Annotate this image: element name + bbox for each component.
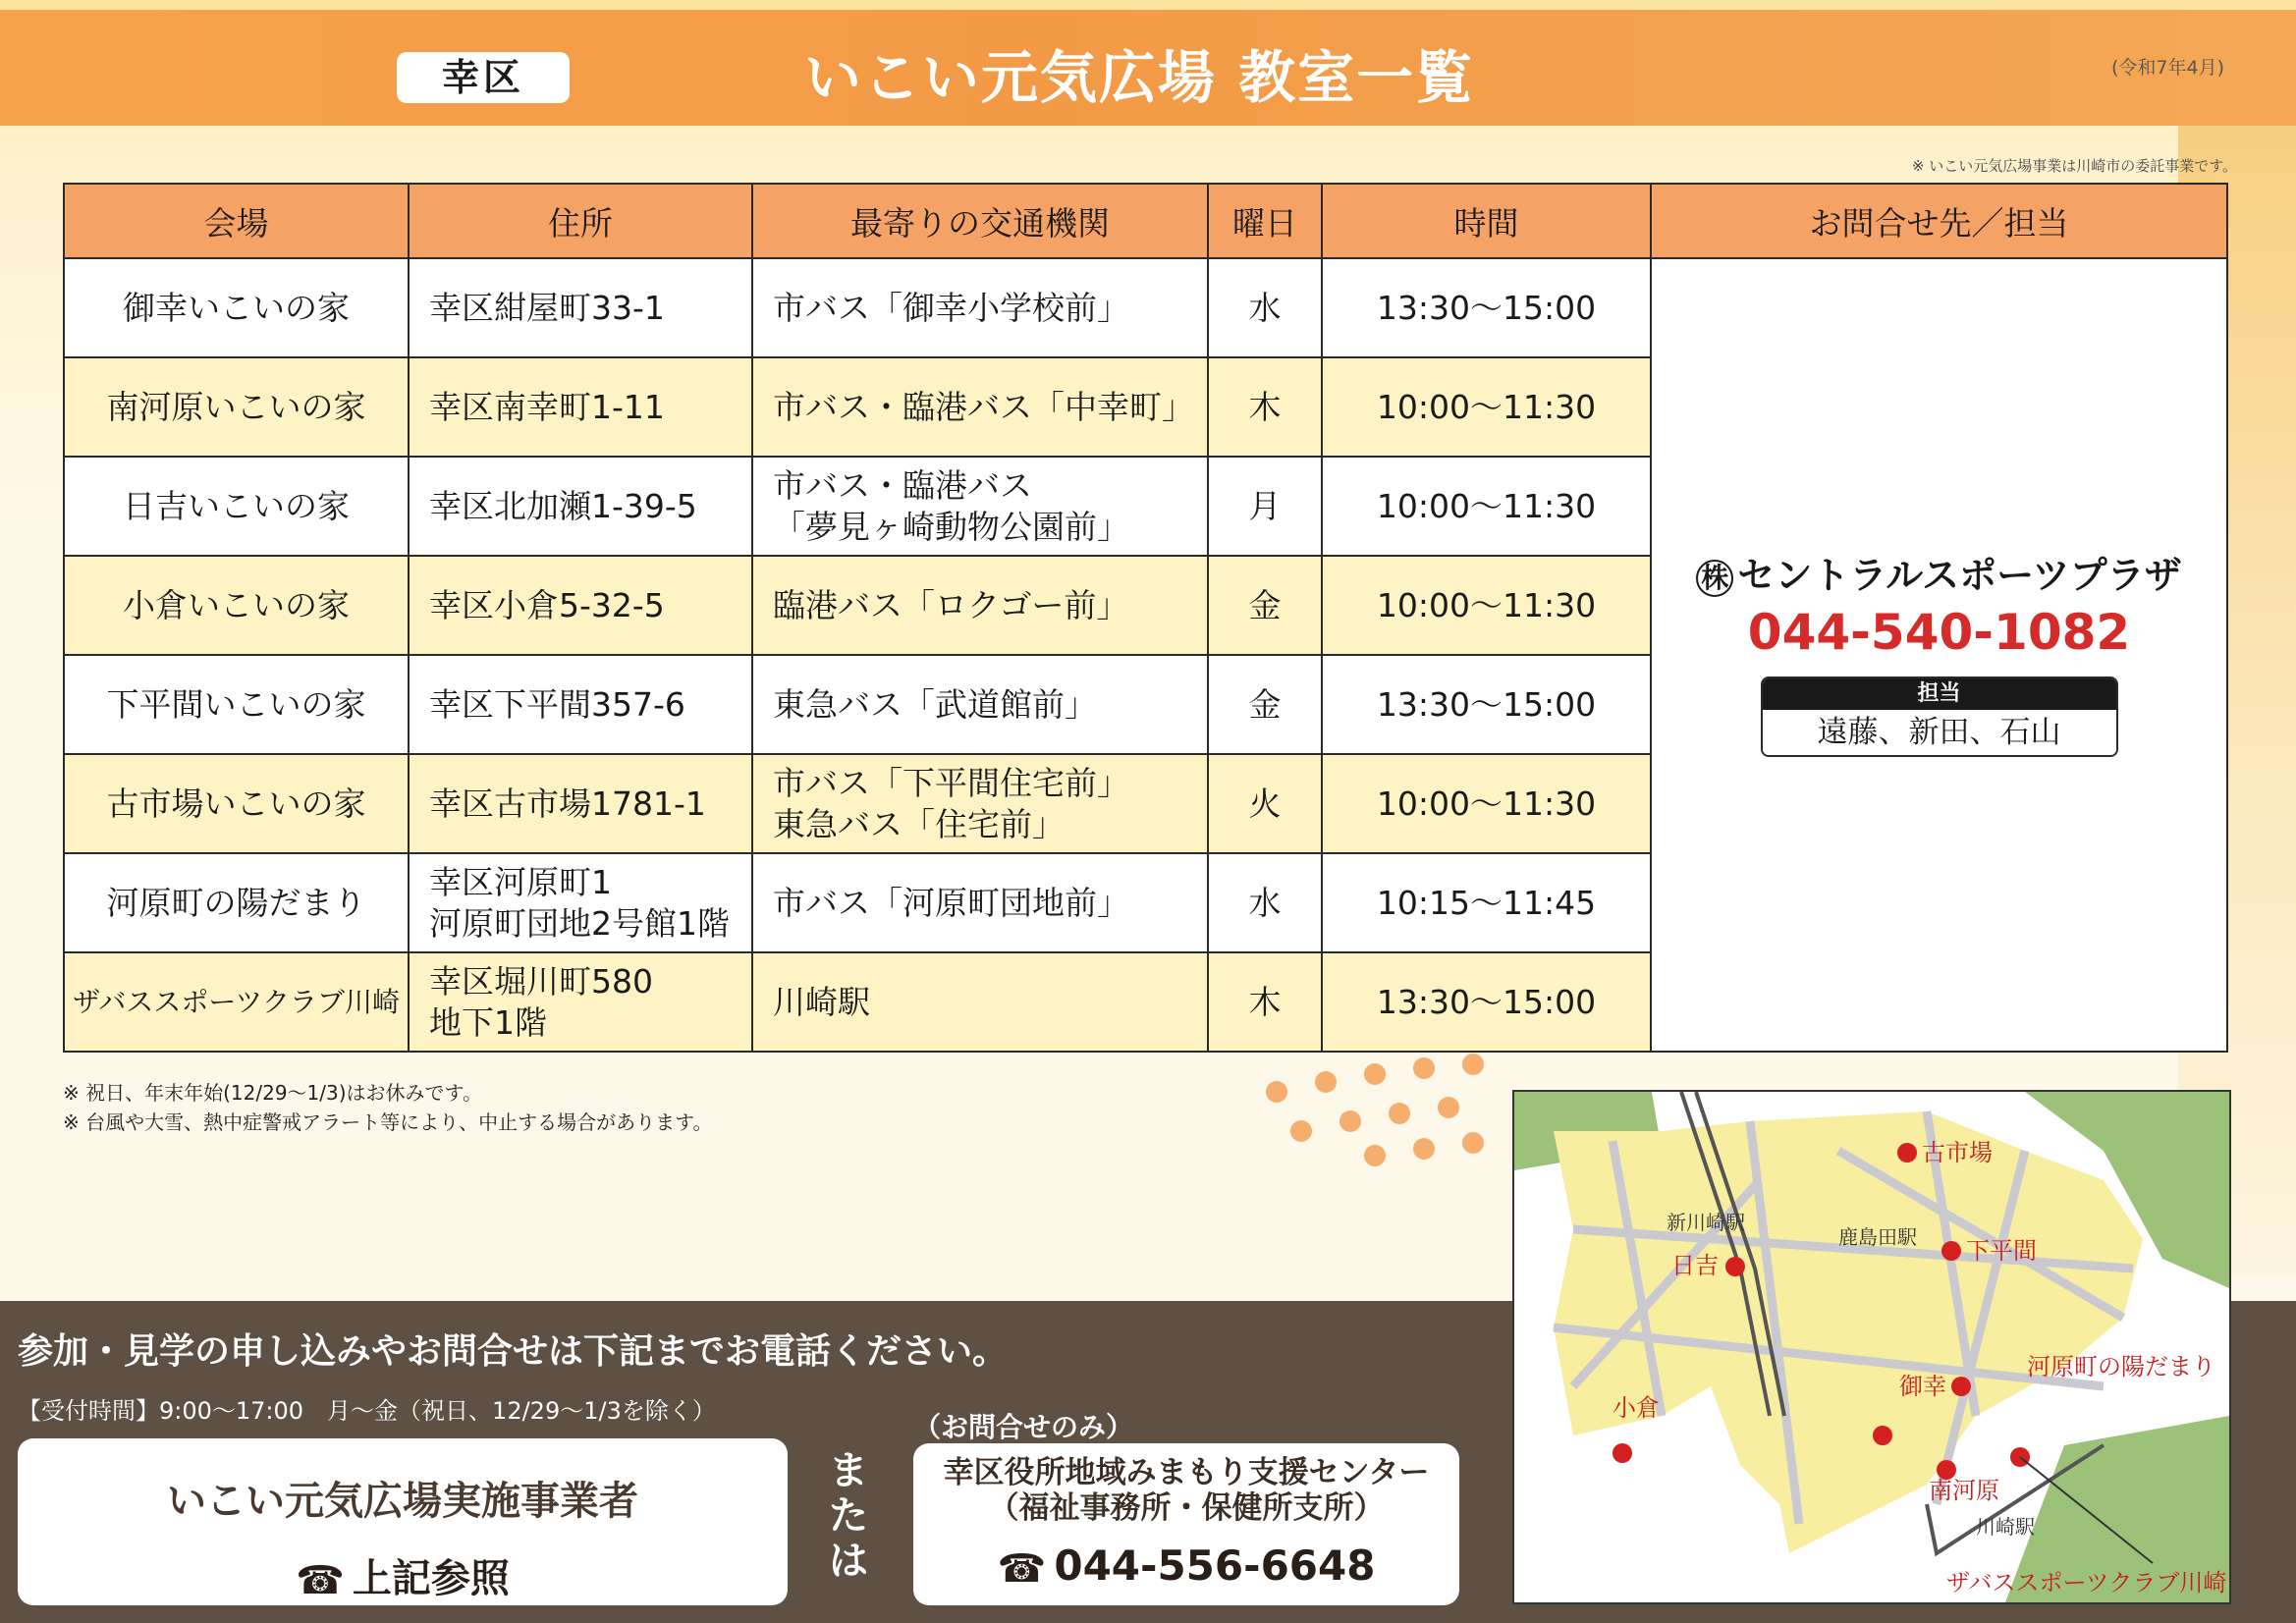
inquiry-only-label: （お問合せのみ） <box>913 1411 1134 1443</box>
call-to-action: 参加・見学の申し込みやお問合せは下記までお電話ください。 <box>18 1331 1009 1372</box>
staff-names: 遠藤、新田、石山 <box>1763 710 2116 755</box>
place-label: 古市場 <box>1922 1139 1993 1166</box>
time-cell: 10:00～11:30 <box>1322 556 1651 655</box>
place-label: 御幸 <box>1899 1373 1946 1400</box>
transit-cell: 川崎駅 <box>752 952 1208 1052</box>
phone-icon: ☎ <box>997 1545 1047 1592</box>
transit-cell: 市バス・臨港バス 「夢見ヶ崎動物公園前」 <box>752 457 1208 556</box>
class-schedule-table <box>63 183 2228 1053</box>
reception-hours: 【受付時間】9:00～17:00 月～金（祝日、12/29～1/3を除く） <box>18 1397 716 1425</box>
place-label: ザバススポーツクラブ川崎 <box>1946 1569 2227 1596</box>
contact-company <box>1671 553 2207 600</box>
operator-phone <box>18 1547 788 1603</box>
contact-phone: 044-540-1082 <box>1747 603 2131 661</box>
venue-cell: 南河原いこいの家 <box>64 357 409 457</box>
operator-box <box>18 1438 788 1605</box>
phone-icon: ☎ <box>296 1558 345 1603</box>
operator-title: いこい元気広場実施事業者 <box>167 1479 638 1524</box>
address-cell: 幸区古市場1781-1 <box>409 754 752 853</box>
staff-box <box>1761 676 2118 757</box>
or-label: または <box>829 1448 868 1584</box>
column-header-venue: 会場 <box>64 184 409 258</box>
venue-cell: 河原町の陽だまり <box>64 853 409 952</box>
venue-cell: 小倉いこいの家 <box>64 556 409 655</box>
table-header-row <box>64 184 2227 258</box>
table-row <box>64 258 2227 357</box>
day-cell: 水 <box>1208 853 1322 952</box>
time-cell: 13:30～15:00 <box>1322 952 1651 1052</box>
time-cell: 10:00～11:30 <box>1322 457 1651 556</box>
map-svg <box>1514 1092 2229 1602</box>
address-cell: 幸区紺屋町33-1 <box>409 258 752 357</box>
day-cell: 水 <box>1208 258 1322 357</box>
place-label: 下平間 <box>1966 1237 2037 1265</box>
address-cell: 幸区小倉5-32-5 <box>409 556 752 655</box>
day-cell: 火 <box>1208 754 1322 853</box>
time-cell: 13:30～15:00 <box>1322 655 1651 754</box>
time-cell: 10:00～11:30 <box>1322 754 1651 853</box>
map-marker <box>1613 1443 1632 1463</box>
map-marker <box>1873 1426 1892 1445</box>
page-title: いこい元気広場 教室一覧 <box>803 44 1475 111</box>
day-cell: 木 <box>1208 952 1322 1052</box>
day-cell: 金 <box>1208 556 1322 655</box>
ward-badge: 幸区 <box>397 52 570 103</box>
day-cell: 金 <box>1208 655 1322 754</box>
transit-cell: 臨港バス「ロクゴー前」 <box>752 556 1208 655</box>
ward-office-title: 幸区役所地域みまもり支援センター （福祉事務所・保健所支所） <box>943 1455 1430 1526</box>
address-cell: 幸区堀川町580 地下1階 <box>409 952 752 1052</box>
table-notes <box>63 1078 713 1137</box>
transit-cell: 市バス「御幸小学校前」 <box>752 258 1208 357</box>
contact-cell <box>1651 258 2227 1052</box>
place-label: 河原町の陽だまり <box>2027 1353 2215 1380</box>
column-header-day: 曜日 <box>1208 184 1322 258</box>
note-holidays: ※ 祝日、年末年始(12/29～1/3)はお休みです。 <box>63 1081 482 1105</box>
map-marker <box>1897 1143 1917 1163</box>
place-label: 小倉 <box>1613 1394 1660 1422</box>
place-label: 南河原 <box>1929 1477 1999 1504</box>
address-cell: 幸区北加瀬1-39-5 <box>409 457 752 556</box>
transit-cell: 東急バス「武道館前」 <box>752 655 1208 754</box>
address-cell: 幸区南幸町1-11 <box>409 357 752 457</box>
company-name: セントラルスポーツプラザ <box>1737 554 2182 597</box>
venue-cell: 古市場いこいの家 <box>64 754 409 853</box>
column-header-contact: お問合せ先／担当 <box>1651 184 2227 258</box>
address-cell: 幸区下平間357-6 <box>409 655 752 754</box>
issue-date: (令和7年4月) <box>2111 57 2225 79</box>
area-map <box>1512 1090 2231 1604</box>
venue-cell: 下平間いこいの家 <box>64 655 409 754</box>
note-cancellation: ※ 台風や大雪、熱中症警戒アラート等により、中止する場合があります。 <box>63 1110 713 1134</box>
dot-decoration <box>1257 1053 1493 1170</box>
address-cell: 幸区河原町1 河原町団地2号館1階 <box>409 853 752 952</box>
ward-office-box <box>913 1443 1459 1605</box>
venue-cell: ザバススポーツクラブ川崎 <box>64 952 409 1052</box>
venue-cell: 御幸いこいの家 <box>64 258 409 357</box>
day-cell: 木 <box>1208 357 1322 457</box>
map-marker <box>1951 1377 1971 1396</box>
ward-office-phone <box>913 1542 1459 1592</box>
column-header-time: 時間 <box>1322 184 1651 258</box>
column-header-transit: 最寄りの交通機関 <box>752 184 1208 258</box>
venue-cell: 日吉いこいの家 <box>64 457 409 556</box>
operator-phone-text: 上記参照 <box>352 1556 510 1601</box>
transit-cell: 市バス「下平間住宅前」 東急バス「住宅前」 <box>752 754 1208 853</box>
column-header-address: 住所 <box>409 184 752 258</box>
transit-cell: 市バス・臨港バス「中幸町」 <box>752 357 1208 457</box>
commission-note: ※ いこい元気広場事業は川崎市の委託事業です。 <box>1911 157 2237 175</box>
company-mark: 株 <box>1696 560 1733 597</box>
staff-label: 担当 <box>1763 678 2116 710</box>
time-cell: 10:00～11:30 <box>1322 357 1651 457</box>
time-cell: 13:30～15:00 <box>1322 258 1651 357</box>
station-label: 川崎駅 <box>1976 1515 2035 1539</box>
time-cell: 10:15～11:45 <box>1322 853 1651 952</box>
station-label: 新川崎駅 <box>1667 1211 1745 1234</box>
station-label: 鹿島田駅 <box>1838 1225 1917 1249</box>
day-cell: 月 <box>1208 457 1322 556</box>
map-marker <box>1941 1241 1961 1261</box>
transit-cell: 市バス「河原町団地前」 <box>752 853 1208 952</box>
ward-office-phone-number: 044-556-6648 <box>1054 1542 1376 1590</box>
map-marker <box>1725 1257 1745 1276</box>
place-label: 日吉 <box>1671 1252 1719 1279</box>
